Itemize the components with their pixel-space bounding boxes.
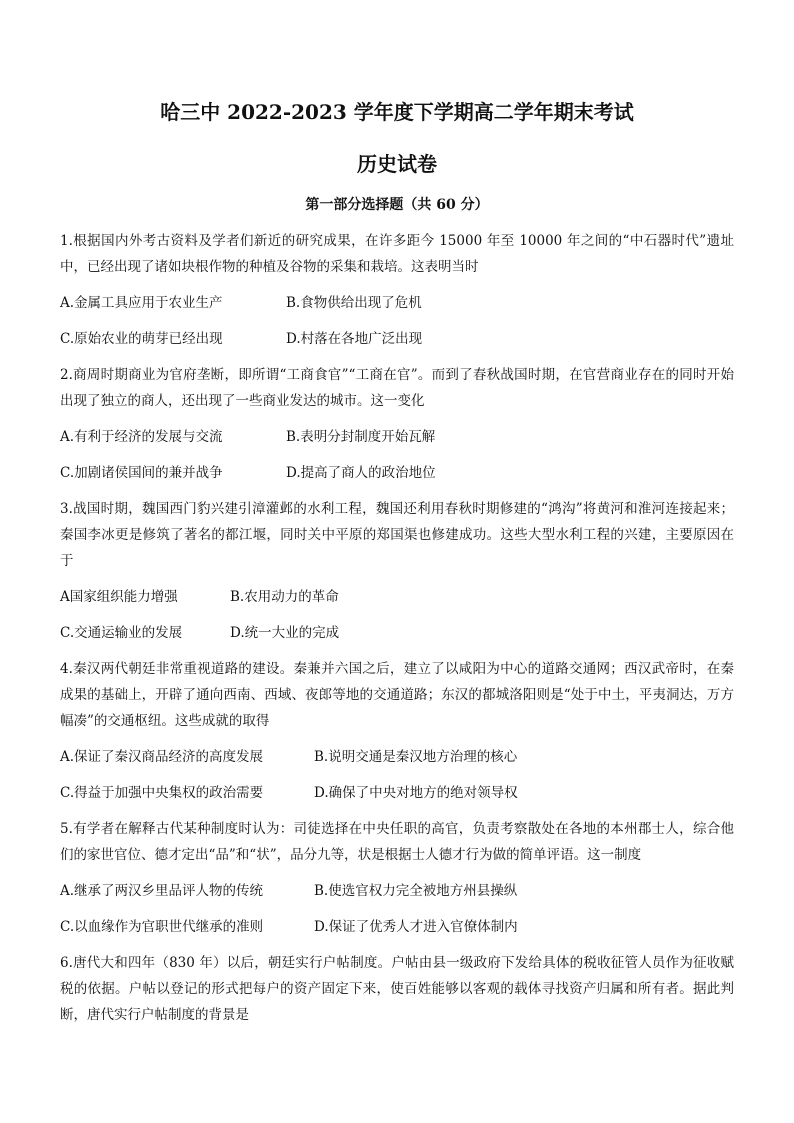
question-stem: 2.商周时期商业为官府垄断，即所谓“工商食官”“工商在官”。而到了春秋战国时期，在官营商业存在的同时开始出现了独立的商人，还出现了一些商业发达的城市。这一变化 [60,367,734,409]
option-a[interactable]: A.继承了两汉乡里品评人物的传统 [60,883,264,899]
option-c[interactable]: C.加剧诸侯国间的兼并战争 [60,465,223,481]
option-c[interactable]: C.原始农业的萌芽已经出现 [60,331,223,347]
option-b[interactable]: B.说明交通是秦汉地方治理的核心 [314,749,518,765]
question-1 [60,228,734,352]
option-a[interactable]: A国家组织能力增强 [60,589,178,605]
option-a[interactable]: A.金属工具应用于农业生产 [60,295,223,311]
option-c[interactable]: C.以血缘作为官职世代继承的准则 [60,919,264,935]
question-stem: 5.有学者在解释古代某种制度时认为：司徒选择在中央任职的高官，负责考察散处在各地的本州郡士人，综合他们的家世官位、德才定出“品”和“状”，品分九等，状是根据士人德才行为做的简单评语。这一制度 [60,821,734,863]
question-4 [60,656,734,806]
question-stem: 1.根据国内外考古资料及学者们新近的研究成果，在许多距今 15000 年至 10000 年之间的“中石器时代”遗址中，已经出现了诸如块根作物的种植及谷物的采集和栽培。这表明当时 [60,233,734,275]
option-row [60,290,734,316]
question-6 [60,950,734,1028]
exam-title: 哈三中 2022-2023 学年度下学期高二学年期末考试 [160,100,634,124]
option-d[interactable]: D.提高了商人的政治地位 [286,465,436,481]
option-row [60,460,734,486]
question-list [60,228,734,1038]
question-2 [60,362,734,486]
question-stem: 4.秦汉两代朝廷非常重视道路的建设。秦兼并六国之后，建立了以咸阳为中心的道路交通网；西汉武帝时，在秦成果的基础上，开辟了通向西南、西域、夜郎等地的交通道路；东汉的都城洛阳则是“处于中土，平夷洞达，万方幅凑”的交通枢纽。这些成就的取得 [60,661,734,729]
option-b[interactable]: B.表明分封制度开始瓦解 [286,429,436,445]
option-c[interactable]: C.得益于加强中央集权的政治需要 [60,785,264,801]
question-5 [60,816,734,940]
option-a[interactable]: A.有利于经济的发展与交流 [60,429,223,445]
option-a[interactable]: A.保证了秦汉商品经济的高度发展 [60,749,264,765]
option-d[interactable]: D.村落在各地广泛出现 [286,331,423,347]
option-row [60,914,734,940]
question-stem: 3.战国时期，魏国西门豹兴建引漳灌邺的水利工程，魏国还利用春秋时期修建的“鸿沟”将黄河和淮河连接起来；秦国李冰更是修筑了著名的都江堰，同时关中平原的郑国渠也修建成功。这些大型水利工程的兴建，主要原因在于 [60,501,734,569]
question-stem: 6.唐代大和四年（830 年）以后，朝廷实行户帖制度。户帖由县一级政府下发给具体的税收征管人员作为征收赋税的依据。户帖以登记的形式把每户的资产固定下来，使百姓能够以客观的载体寻找资产归属和所有者。据此判断，唐代实行户帖制度的背景是 [60,955,735,1023]
exam-subject: 历史试卷 [357,152,437,176]
option-row [60,620,734,646]
option-row [60,424,734,450]
option-b[interactable]: B.食物供给出现了危机 [286,295,422,311]
option-b[interactable]: B.农用动力的革命 [230,589,339,605]
option-d[interactable]: D.保证了优秀人才进入官僚体制内 [314,919,518,935]
option-row [60,780,734,806]
option-c[interactable]: C.交通运输业的发展 [60,625,183,641]
option-row [60,878,734,904]
option-row [60,584,734,610]
option-row [60,326,734,352]
section-heading: 第一部分选择题（共 60 分） [305,197,489,213]
option-b[interactable]: B.使选官权力完全被地方州县操纵 [314,883,518,899]
question-3 [60,496,734,646]
option-row [60,744,734,770]
option-d[interactable]: D.确保了中央对地方的绝对领导权 [314,785,518,801]
option-d[interactable]: D.统一大业的完成 [230,625,340,641]
